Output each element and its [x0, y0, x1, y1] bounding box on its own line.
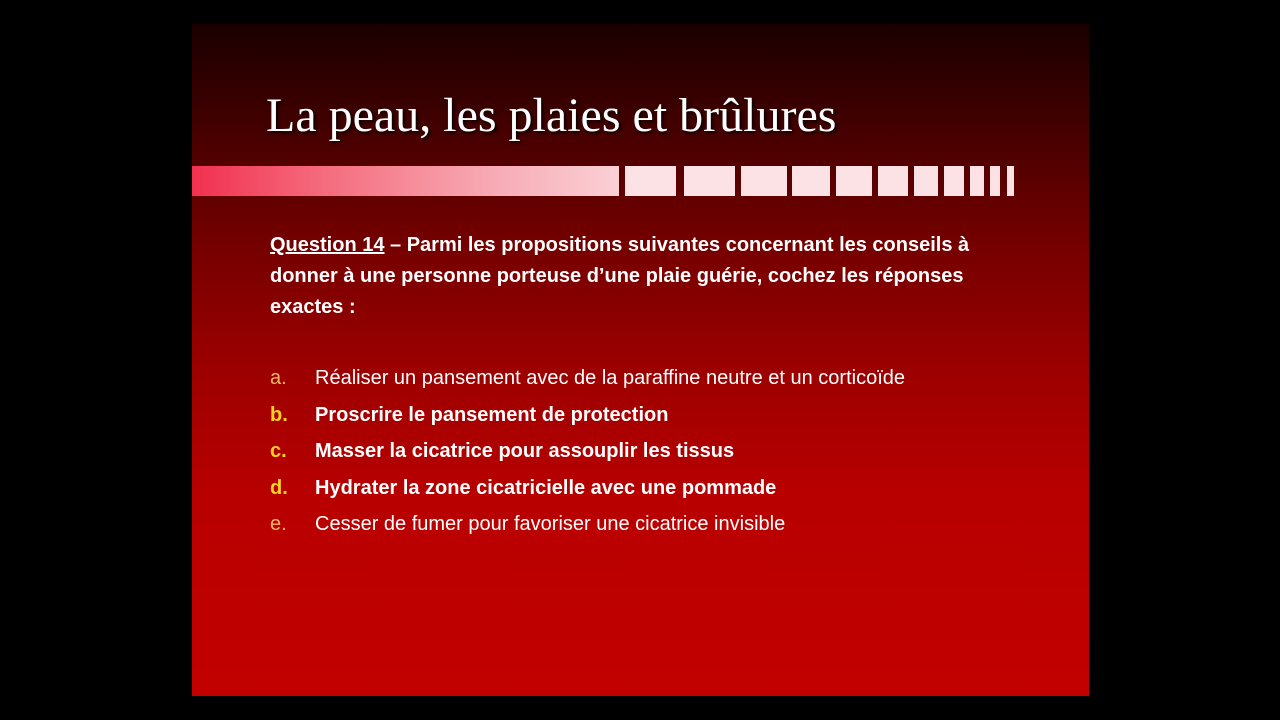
- option-letter: c.: [270, 440, 287, 462]
- answer-options-list: [270, 363, 1050, 546]
- decorative-bar-block: [684, 166, 735, 196]
- answer-option-b: [270, 400, 1050, 437]
- option-text: Réaliser un pansement avec de la paraffine neutre et un corticoïde: [315, 367, 905, 389]
- presentation-slide: [192, 24, 1089, 696]
- decorative-bar-block: [914, 166, 938, 196]
- question-text: – Parmi les propositions suivantes concernant les conseils à donner à une personne porteuse d’une plaie guérie, cochez les réponses exactes :: [270, 234, 970, 318]
- question-prompt: [270, 230, 1030, 323]
- decorative-bar-gradient: [192, 166, 619, 196]
- option-letter: d.: [270, 476, 288, 499]
- answer-option-e: [270, 509, 1050, 546]
- decorative-bar-block: [1007, 166, 1014, 196]
- decorative-bar-block: [836, 166, 872, 196]
- decorative-bar-block: [878, 166, 908, 196]
- decorative-gradient-bar: [192, 166, 1089, 196]
- option-text: Cesser de fumer pour favoriser une cicatrice invisible: [315, 513, 786, 535]
- answer-option-d: [270, 473, 1050, 510]
- option-letter: a.: [270, 367, 287, 389]
- decorative-bar-block: [990, 166, 1000, 196]
- option-letter: e.: [270, 513, 287, 535]
- option-letter: b.: [270, 403, 288, 426]
- decorative-bar-block: [625, 166, 676, 196]
- option-text: Hydrater la zone cicatricielle avec une pommade: [315, 476, 777, 499]
- option-text: Proscrire le pansement de protection: [315, 403, 669, 426]
- decorative-bar-block: [741, 166, 787, 196]
- decorative-bar-block: [944, 166, 964, 196]
- slide-title: La peau, les plaies et brûlures: [266, 89, 837, 142]
- option-text: Masser la cicatrice pour assouplir les tissus: [315, 440, 735, 462]
- answer-option-c: [270, 436, 1050, 473]
- question-number: Question 14: [270, 234, 385, 256]
- decorative-bar-block: [792, 166, 830, 196]
- decorative-bar-block: [970, 166, 984, 196]
- answer-option-a: [270, 363, 1050, 400]
